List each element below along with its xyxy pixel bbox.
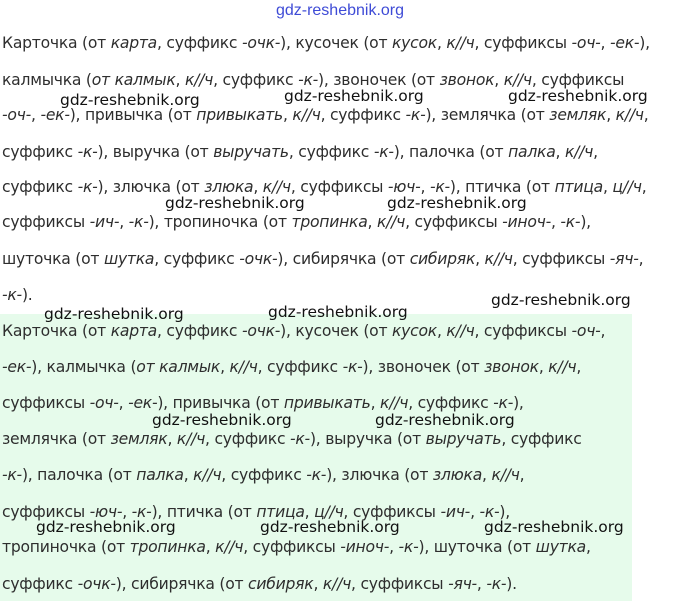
text-line <box>2 322 605 340</box>
text-segment: ), кусочек (от <box>280 322 392 340</box>
text-segment: ), злючка (от <box>326 466 433 484</box>
text-segment: , <box>370 394 381 412</box>
text-segment: ), <box>499 503 510 521</box>
text-segment: , <box>602 178 613 196</box>
site-header-link[interactable]: gdz-reshebnik.org <box>275 2 405 19</box>
text-segment: , <box>600 322 606 340</box>
text-segment: , суффикс <box>156 34 242 52</box>
italic-term: к//ч <box>446 34 475 52</box>
text-segment: , суффиксы <box>531 71 625 89</box>
italic-term: -к- <box>405 106 426 124</box>
text-segment: ). <box>506 575 517 593</box>
italic-term: -очк- <box>77 575 116 593</box>
italic-term: -оч- <box>2 106 32 124</box>
text-line <box>2 394 524 412</box>
text-segment: , суффикс <box>156 322 242 340</box>
text-segment: , суффиксы <box>474 34 572 52</box>
text-segment: , суффикс <box>221 466 307 484</box>
italic-term: злюка <box>432 466 483 484</box>
watermark-text: gdz-reshebnik.org <box>44 305 184 323</box>
text-segment: , <box>253 178 263 196</box>
text-segment: , суффиксы <box>405 213 503 231</box>
italic-term: к//ч <box>548 358 577 376</box>
italic-term: выручать <box>213 143 289 161</box>
italic-term: привыкать <box>283 394 371 412</box>
italic-term: выручать <box>425 430 502 448</box>
text-segment: , <box>122 503 132 521</box>
italic-term: от калмык <box>136 358 221 376</box>
italic-term: к//ч <box>193 466 222 484</box>
watermark-text: gdz-reshebnik.org <box>165 194 305 212</box>
italic-term: -к- <box>429 178 450 196</box>
text-segment: , <box>555 143 565 161</box>
text-segment: , <box>436 322 447 340</box>
text-segment: землячка (от <box>2 430 111 448</box>
text-segment: ), звоночек (от <box>318 71 440 89</box>
text-line <box>2 213 591 231</box>
text-segment: Карточка (от <box>2 322 111 340</box>
text-segment: , <box>313 575 323 593</box>
text-segment: , <box>476 575 487 593</box>
italic-term: -очк- <box>239 250 278 268</box>
text-segment: , суффикс <box>501 430 582 448</box>
italic-term: -ек- <box>40 106 70 124</box>
italic-term: к//ч <box>262 178 291 196</box>
text-segment: суффикс <box>2 575 78 593</box>
text-segment: , <box>538 358 549 376</box>
italic-term: -юч- <box>387 178 421 196</box>
italic-term: птица <box>554 178 603 196</box>
italic-term: злюка <box>204 178 254 196</box>
watermark-text: gdz-reshebnik.org <box>387 194 527 212</box>
italic-term: земляк <box>549 106 607 124</box>
italic-term: -к- <box>2 466 22 484</box>
text-line <box>2 575 517 593</box>
text-line <box>2 143 598 161</box>
text-segment: , суффикс <box>288 143 374 161</box>
text-line <box>2 466 524 484</box>
text-segment: , <box>183 466 194 484</box>
watermark-text: gdz-reshebnik.org <box>36 518 176 536</box>
text-segment: , <box>470 503 480 521</box>
text-segment: ), птичка (от <box>151 503 257 521</box>
italic-term: -к- <box>560 213 581 231</box>
italic-term: -оч- <box>571 322 601 340</box>
text-segment: , <box>641 178 647 196</box>
italic-term: от калмык <box>91 71 176 89</box>
italic-term: шутка <box>103 250 155 268</box>
watermark-text: gdz-reshebnik.org <box>60 91 200 109</box>
text-segment: , <box>600 34 610 52</box>
watermark-text: gdz-reshebnik.org <box>260 518 400 536</box>
italic-term: к//ч <box>503 71 532 89</box>
watermark-text: gdz-reshebnik.org <box>284 87 424 105</box>
italic-term: -ек- <box>609 34 640 52</box>
text-segment: , суффиксы <box>243 538 341 556</box>
italic-term: -ич- <box>89 213 120 231</box>
text-segment: , <box>367 213 377 231</box>
text-line <box>2 286 32 304</box>
text-line <box>2 34 650 52</box>
italic-term: тропинка <box>129 538 206 556</box>
italic-term: звонок <box>439 71 495 89</box>
text-segment: , <box>220 358 230 376</box>
italic-term: к//ч <box>380 394 409 412</box>
text-segment: , <box>638 250 644 268</box>
watermark-text: gdz-reshebnik.org <box>152 411 292 429</box>
watermark-text: gdz-reshebnik.org <box>268 303 408 321</box>
text-segment: , <box>550 213 561 231</box>
text-segment: суффиксы <box>2 503 90 521</box>
text-segment: ), <box>639 34 650 52</box>
text-segment: ), шуточка (от <box>418 538 536 556</box>
italic-term: птица <box>256 503 305 521</box>
italic-term: -к- <box>479 503 500 521</box>
text-segment: , <box>118 394 129 412</box>
text-segment: суффикс <box>2 178 78 196</box>
italic-term: -к- <box>131 503 152 521</box>
text-segment: , <box>494 71 504 89</box>
text-segment: ), привычка (от <box>157 394 284 412</box>
italic-term: -к- <box>128 213 149 231</box>
text-segment: , <box>167 430 177 448</box>
italic-term: шутка <box>535 538 586 556</box>
text-segment: , суффикс <box>257 358 343 376</box>
text-segment: , <box>304 503 315 521</box>
text-segment: Карточка (от <box>2 34 111 52</box>
text-segment: , <box>585 538 591 556</box>
text-segment: , <box>389 538 399 556</box>
text-segment: , <box>205 538 216 556</box>
text-segment: , суффиксы <box>512 250 610 268</box>
text-segment: , суффиксы <box>290 178 388 196</box>
text-segment: , <box>606 106 616 124</box>
italic-term: -к- <box>298 71 318 89</box>
italic-term: сибиряк <box>409 250 476 268</box>
text-segment: , суффиксы <box>351 575 449 593</box>
italic-term: -к- <box>493 394 514 412</box>
text-segment: , суффиксы <box>474 322 572 340</box>
text-line <box>2 250 643 268</box>
watermark-text: gdz-reshebnik.org <box>375 411 515 429</box>
text-line <box>2 430 582 448</box>
italic-term: -к- <box>77 178 98 196</box>
text-line <box>2 178 646 196</box>
text-segment: , <box>482 466 492 484</box>
italic-term: -к- <box>342 358 363 376</box>
text-segment: , суффиксы <box>343 503 441 521</box>
text-segment: , <box>576 358 582 376</box>
italic-term: -к- <box>373 143 394 161</box>
text-segment: шуточка (от <box>2 250 104 268</box>
text-segment: , <box>31 106 41 124</box>
italic-term: карта <box>110 34 157 52</box>
text-segment: ). <box>21 286 33 304</box>
italic-term: сибиряк <box>248 575 314 593</box>
text-segment: ), <box>513 394 524 412</box>
italic-term: звонок <box>484 358 539 376</box>
italic-term: -яч- <box>448 575 477 593</box>
text-line <box>2 358 581 376</box>
italic-term: палка <box>508 143 556 161</box>
italic-term: к//ч <box>615 106 644 124</box>
text-segment: ), звоночек (от <box>362 358 485 376</box>
text-segment: ), сибирячка (от <box>277 250 410 268</box>
text-segment: , суффикс <box>213 71 299 89</box>
italic-term: -к- <box>398 538 419 556</box>
italic-term: -ек- <box>2 358 32 376</box>
italic-term: привыкать <box>196 106 283 124</box>
text-segment: , суффикс <box>205 430 291 448</box>
text-segment: , <box>643 106 649 124</box>
italic-term: тропинка <box>291 213 368 231</box>
text-segment: ), злючка (от <box>97 178 205 196</box>
text-segment: суффиксы <box>2 213 90 231</box>
text-segment: , <box>119 213 129 231</box>
italic-term: к//ч <box>322 575 352 593</box>
text-segment: ), палочка (от <box>393 143 509 161</box>
text-segment: ), кусочек (от <box>280 34 392 52</box>
italic-term: -ек- <box>128 394 158 412</box>
italic-term: -иноч- <box>502 213 551 231</box>
italic-term: к//ч <box>176 430 206 448</box>
italic-term: -к- <box>77 143 98 161</box>
italic-term: ц//ч <box>314 503 344 521</box>
italic-term: к//ч <box>376 213 406 231</box>
watermark-text: gdz-reshebnik.org <box>491 291 631 309</box>
text-segment: ), палочка (от <box>21 466 137 484</box>
italic-term: -оч- <box>571 34 601 52</box>
italic-term: -яч- <box>609 250 639 268</box>
italic-term: -иноч- <box>340 538 390 556</box>
text-segment: , <box>175 71 185 89</box>
italic-term: к//ч <box>215 538 244 556</box>
text-segment: , <box>475 250 485 268</box>
italic-term: к//ч <box>292 106 321 124</box>
text-segment: тропиночка (от <box>2 538 130 556</box>
italic-term: к//ч <box>564 143 594 161</box>
text-segment: ), выручка (от <box>309 430 426 448</box>
text-segment: , суффикс <box>154 250 240 268</box>
italic-term: кусок <box>392 322 437 340</box>
italic-term: к//ч <box>184 71 214 89</box>
text-segment: калмычка ( <box>2 71 92 89</box>
text-segment: , суффикс <box>408 394 494 412</box>
text-segment: суффиксы <box>2 394 90 412</box>
italic-term: -к- <box>2 286 22 304</box>
italic-term: -к- <box>290 430 310 448</box>
text-segment: , <box>519 466 525 484</box>
text-segment: , <box>420 178 430 196</box>
italic-term: к//ч <box>491 466 520 484</box>
text-segment: , суффикс <box>320 106 406 124</box>
text-segment: ), калмычка ( <box>31 358 137 376</box>
text-segment: , <box>283 106 293 124</box>
text-line <box>2 538 591 556</box>
italic-term: -очк- <box>241 322 281 340</box>
text-segment: ), выручка (от <box>97 143 214 161</box>
watermark-text: gdz-reshebnik.org <box>508 87 648 105</box>
italic-term: ц//ч <box>612 178 642 196</box>
watermark-text: gdz-reshebnik.org <box>484 518 624 536</box>
italic-term: к//ч <box>229 358 258 376</box>
italic-term: кусок <box>392 34 437 52</box>
text-segment: , <box>436 34 447 52</box>
italic-term: -юч- <box>89 503 123 521</box>
italic-term: к//ч <box>484 250 513 268</box>
italic-term: земляк <box>110 430 168 448</box>
italic-term: -оч- <box>89 394 119 412</box>
text-segment: ), птичка (от <box>449 178 555 196</box>
text-segment: ), сибирячка (от <box>115 575 249 593</box>
text-segment: ), тропиночка (от <box>148 213 292 231</box>
text-segment: ), привычка (от <box>69 106 197 124</box>
italic-term: карта <box>110 322 157 340</box>
text-segment: , <box>593 143 598 161</box>
italic-term: палка <box>136 466 184 484</box>
text-segment: ), землячка (от <box>425 106 550 124</box>
text-segment: суффикс <box>2 143 78 161</box>
italic-term: -очк- <box>241 34 281 52</box>
italic-term: -к- <box>306 466 327 484</box>
italic-term: -ич- <box>440 503 471 521</box>
italic-term: к//ч <box>446 322 475 340</box>
text-segment: ), <box>580 213 591 231</box>
italic-term: -к- <box>486 575 507 593</box>
